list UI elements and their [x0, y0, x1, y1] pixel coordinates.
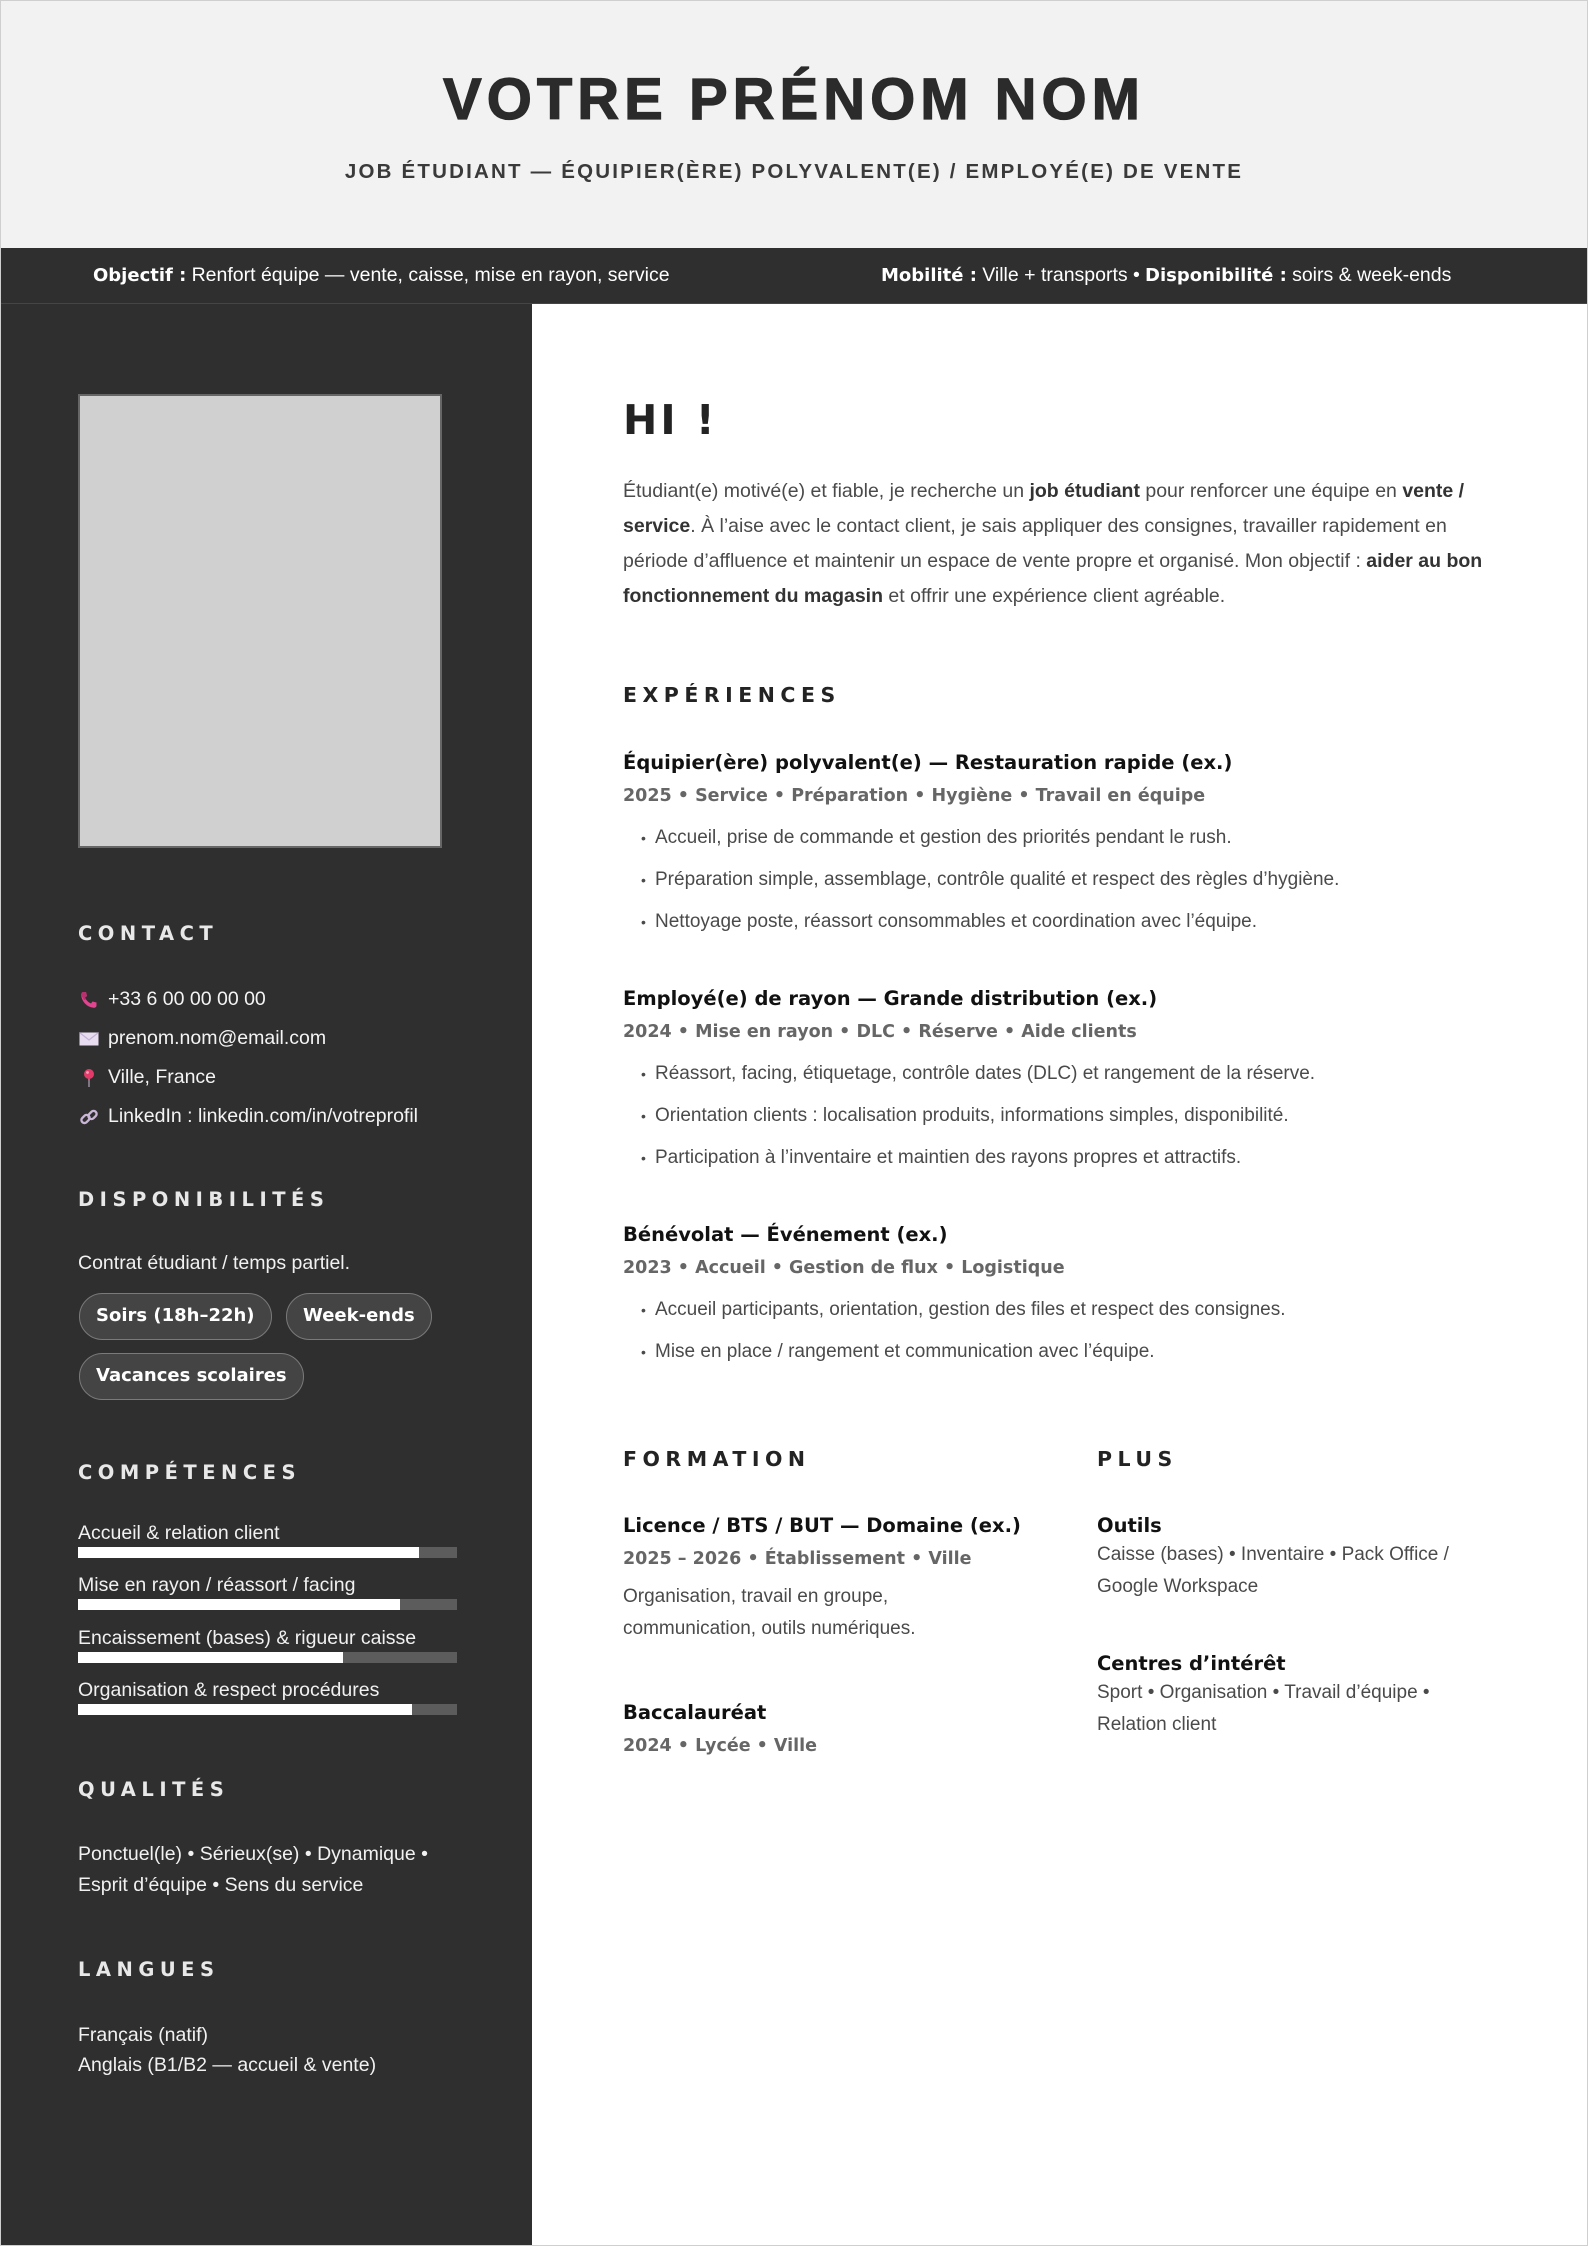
skill-label: Mise en rayon / réassort / facing: [78, 1574, 356, 1596]
plus-heading: PLUS: [1097, 1447, 1178, 1471]
header: [1, 1, 1587, 248]
contact-phone[interactable]: [78, 988, 266, 1011]
degree-meta: 2025 – 2026 • Établissement • Ville: [623, 1549, 972, 1569]
mobility-availability: [881, 264, 1451, 287]
skill-label: Encaissement (bases) & rigueur caisse: [78, 1627, 417, 1649]
job-title: Bénévolat — Événement (ex.): [623, 1223, 948, 1246]
experience-item: [623, 1222, 1523, 1383]
job-title: Employé(e) de rayon — Grande distribution (ex.): [623, 987, 1158, 1010]
photo-placeholder: [78, 394, 442, 848]
separator: •: [1132, 264, 1140, 286]
qualities-line-2: Esprit d’équipe • Sens du service: [78, 1874, 364, 1896]
objective: [93, 264, 670, 287]
skill-bar: [78, 1547, 457, 1558]
contact-heading: CONTACT: [78, 922, 219, 945]
qualities-line-1: Ponctuel(le) • Sérieux(se) • Dynamique •: [78, 1843, 428, 1865]
skill-fill: [78, 1704, 412, 1715]
linkedin-text: LinkedIn : linkedin.com/in/votreprofil: [108, 1105, 418, 1127]
job-meta: 2025 • Service • Préparation • Hygiène • Travail en équipe: [623, 786, 1206, 806]
skills-heading: COMPÉTENCES: [78, 1461, 302, 1484]
intro-text: Étudiant(e) motivé(e) et fiable, je recherche un: [623, 480, 1030, 502]
contact-email[interactable]: [78, 1027, 326, 1050]
job-bullet: • Mise en place / rangement et communication avec l’équipe.: [641, 1341, 1155, 1362]
skill-fill: [78, 1652, 343, 1663]
skill-bar: [78, 1652, 457, 1663]
location-text: Ville, France: [108, 1066, 217, 1088]
skill-fill: [78, 1599, 400, 1610]
job-bullet: • Préparation simple, assemblage, contrôle qualité et respect des règles d’hygiène.: [641, 869, 1340, 890]
job-bullet: • Participation à l’inventaire et maintien des rayons propres et attractifs.: [641, 1147, 1242, 1168]
envelope-icon: [78, 1028, 100, 1050]
job-bullets: [641, 1299, 1523, 1363]
skill-fill: [78, 1547, 419, 1558]
skill-bar: [78, 1704, 457, 1715]
mobility-value: Ville + transports: [982, 264, 1128, 286]
experience-heading: EXPÉRIENCES: [623, 683, 841, 707]
plus-item: [1097, 1513, 1477, 1603]
plus-title: Outils: [1097, 1514, 1162, 1537]
intro-text: et offrir une expérience client agréable.: [883, 585, 1226, 607]
job-bullet: • Réassort, facing, étiquetage, contrôle dates (DLC) et rangement de la réserve.: [641, 1063, 1316, 1084]
intro-emphasis: job étudiant: [1029, 480, 1140, 502]
experience-item: [623, 986, 1523, 1189]
sidebar: [1, 304, 532, 2246]
plus-desc: Sport • Organisation • Travail d’équipe • Relation client: [1097, 1682, 1430, 1735]
skill-item: [78, 1679, 457, 1715]
job-title: Équipier(ère) polyvalent(e) — Restauration rapide (ex.): [623, 751, 1233, 774]
mobility-label: Mobilité :: [881, 265, 977, 286]
phone-text: +33 6 00 00 00 00: [108, 988, 266, 1010]
pin-icon: [78, 1067, 100, 1089]
intro-emphasis: vente / service: [623, 480, 1465, 537]
plus-desc: Caisse (bases) • Inventaire • Pack Office / Google Workspace: [1097, 1544, 1449, 1597]
intro-text: pour renforcer une équipe en: [1139, 480, 1403, 502]
languages-heading: LANGUES: [78, 1958, 220, 1981]
info-strip: [1, 248, 1587, 304]
pill-weekends: Week-ends: [286, 1293, 432, 1340]
target-role: JOB ÉTUDIANT — ÉQUIPIER(ÈRE) POLYVALENT(E) / EMPLOYÉ(E) DE VENTE: [344, 160, 1244, 183]
education-item: [623, 1700, 1063, 1757]
skill-bar: [78, 1599, 457, 1610]
skill-item: [78, 1522, 457, 1558]
language-item: Français (natif): [78, 2024, 209, 2046]
skill-label: Organisation & respect procédures: [78, 1679, 380, 1701]
intro-paragraph: [623, 474, 1503, 614]
language-item: Anglais (B1/B2 — accueil & vente): [78, 2054, 377, 2076]
job-bullet: • Accueil participants, orientation, gestion des files et respect des consignes.: [641, 1299, 1286, 1320]
objective-value: Renfort équipe — vente, caisse, mise en rayon, service: [191, 264, 670, 286]
education-item: [623, 1513, 1063, 1645]
skill-item: [78, 1627, 457, 1663]
availability-value: soirs & week-ends: [1292, 264, 1452, 286]
experience-item: [623, 750, 1523, 953]
degree-title: Licence / BTS / BUT — Domaine (ex.): [623, 1514, 1021, 1537]
job-meta: 2023 • Accueil • Gestion de flux • Logistique: [623, 1258, 1065, 1278]
email-text: prenom.nom@email.com: [108, 1027, 327, 1049]
job-bullet: • Orientation clients : localisation produits, informations simples, disponibilité.: [641, 1105, 1289, 1126]
degree-title: Baccalauréat: [623, 1701, 767, 1724]
job-bullet: • Nettoyage poste, réassort consommables et coordination avec l’équipe.: [641, 911, 1258, 932]
skill-item: [78, 1574, 457, 1610]
plus-item: [1097, 1651, 1477, 1741]
qualities-heading: QUALITÉS: [78, 1778, 230, 1801]
plus-title: Centres d’intérêt: [1097, 1652, 1286, 1675]
main-content: [532, 304, 1587, 2246]
objective-label: Objectif :: [93, 265, 187, 286]
intro-text: . À l’aise avec le contact client, je sais appliquer des consignes, travailler rapidement en période d’affluence et maintenir un espace de vente propre et organisé. Mon objectif :: [623, 515, 1447, 572]
intro-emphasis: aider au bon fonctionnement du magasin: [623, 550, 1483, 607]
degree-desc: Organisation, travail en groupe, communication, outils numériques.: [623, 1586, 916, 1639]
pill-school-holidays: Vacances scolaires: [79, 1353, 304, 1400]
availability-label: Disponibilité :: [1145, 265, 1287, 286]
candidate-name: VOTRE PRÉNOM NOM: [443, 67, 1145, 132]
availability-text: Contrat étudiant / temps partiel.: [78, 1252, 351, 1274]
pill-evenings: Soirs (18h–22h): [79, 1293, 272, 1340]
degree-meta: 2024 • Lycée • Ville: [623, 1736, 818, 1756]
greeting: HI !: [623, 396, 718, 444]
contact-location: [78, 1066, 216, 1089]
availability-heading: DISPONIBILITÉS: [78, 1188, 330, 1211]
education-heading: FORMATION: [623, 1447, 811, 1471]
job-bullets: [641, 827, 1523, 933]
job-bullet: • Accueil, prise de commande et gestion des priorités pendant le rush.: [641, 827, 1232, 848]
job-bullets: [641, 1063, 1523, 1169]
contact-linkedin[interactable]: [78, 1105, 418, 1128]
skill-label: Accueil & relation client: [78, 1522, 280, 1544]
phone-icon: [78, 989, 100, 1011]
job-meta: 2024 • Mise en rayon • DLC • Réserve • Aide clients: [623, 1022, 1137, 1042]
link-icon: [78, 1106, 100, 1128]
